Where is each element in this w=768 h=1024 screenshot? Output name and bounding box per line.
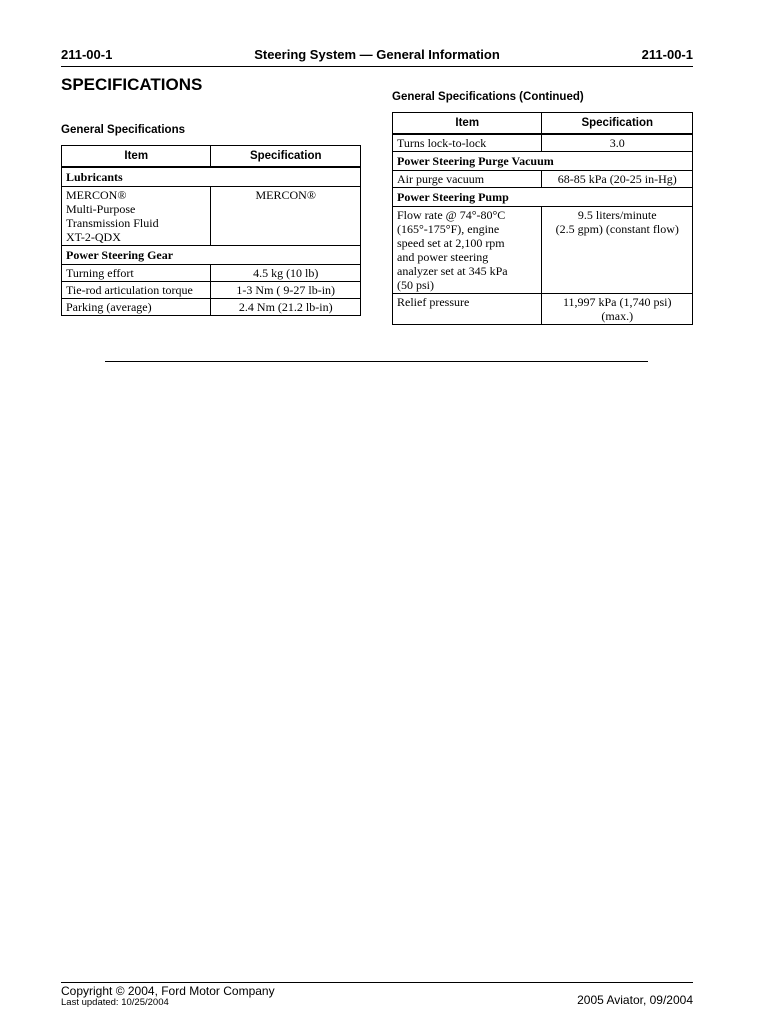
table-row [62, 265, 361, 282]
item-line: Turns lock-to-lock [397, 136, 487, 150]
edition-label: 2005 Aviator, 09/2004 [577, 993, 693, 1007]
spec-cell [542, 207, 693, 294]
item-cell [62, 265, 211, 282]
item-line: MERCON® [66, 188, 127, 202]
section-number-left: 211-00-1 [61, 47, 113, 62]
section-divider [105, 361, 648, 362]
section-row [62, 246, 361, 265]
spec-line: (2.5 gpm) (constant flow) [555, 222, 679, 236]
item-column-header: Item [62, 146, 211, 168]
item-cell [393, 207, 542, 294]
general-specifications-continued-title: General Specifications (Continued) [392, 91, 584, 103]
section-power-steering-gear: Power Steering Gear [62, 246, 361, 265]
item-line: XT-2-QDX [66, 230, 121, 244]
section-number-right: 211-00-1 [641, 47, 693, 62]
item-line: Parking (average) [66, 300, 152, 314]
page-header [61, 46, 693, 67]
item-line: analyzer set at 345 kPa [397, 264, 508, 278]
spec-cell [542, 134, 693, 152]
spec-line: 68-85 kPa (20-25 in-Hg) [557, 172, 677, 186]
spec-cell [211, 299, 361, 316]
item-line: and power steering [397, 250, 489, 264]
table-row [62, 282, 361, 299]
spec-line: 1-3 Nm ( 9-27 lb-in) [236, 283, 336, 297]
item-line: speed set at 2,100 rpm [397, 236, 505, 250]
item-column-header: Item [393, 113, 542, 135]
spec-cell [211, 265, 361, 282]
item-line: Relief pressure [397, 295, 470, 309]
spec-line: 11,997 kPa (1,740 psi) [562, 295, 672, 309]
general-specifications-continued-table [392, 112, 693, 325]
item-cell [393, 294, 542, 325]
table-row [62, 299, 361, 316]
item-cell [393, 134, 542, 152]
item-line: Turning effort [66, 266, 134, 280]
last-updated: Last updated: 10/25/2004 [61, 997, 169, 1008]
footer-rule [61, 982, 693, 983]
spec-line: 4.5 kg (10 lb) [253, 266, 319, 280]
table-header-row [62, 146, 361, 168]
section-row [393, 152, 693, 171]
spec-cell [211, 282, 361, 299]
item-line: Tie-rod articulation torque [66, 283, 193, 297]
general-specifications-title: General Specifications [61, 124, 185, 136]
table-header-row [393, 113, 693, 135]
section-power-steering-pump: Power Steering Pump [393, 188, 693, 207]
section-title: Steering System — General Information [254, 47, 500, 62]
item-line: (50 psi) [397, 278, 434, 292]
table-row [393, 207, 693, 294]
item-cell [62, 187, 211, 246]
specification-column-header: Specification [542, 113, 693, 135]
spec-cell [211, 187, 361, 246]
section-lubricants: Lubricants [62, 167, 361, 187]
table-row [393, 134, 693, 152]
table-row [393, 294, 693, 325]
item-line: Multi-Purpose [66, 202, 136, 216]
spec-line: (max.) [601, 309, 634, 323]
spec-line: MERCON® [255, 188, 316, 202]
spec-line: 9.5 liters/minute [577, 208, 657, 222]
item-line: (165°-175°F), engine [397, 222, 500, 236]
item-line: Flow rate @ 74°-80°C [397, 208, 506, 222]
copyright-notice: Copyright © 2004, Ford Motor Company [61, 984, 275, 998]
spec-cell [542, 294, 693, 325]
section-row [62, 167, 361, 187]
item-line: Transmission Fluid [66, 216, 159, 230]
spec-line: 2.4 Nm (21.2 lb-in) [238, 300, 333, 314]
item-cell [62, 299, 211, 316]
table-row [62, 187, 361, 246]
section-purge-vacuum: Power Steering Purge Vacuum [393, 152, 693, 171]
item-cell [62, 282, 211, 299]
item-line: Air purge vacuum [397, 172, 485, 186]
section-row [393, 188, 693, 207]
table-row [393, 171, 693, 188]
general-specifications-table [61, 145, 361, 316]
item-cell [393, 171, 542, 188]
spec-cell [542, 171, 693, 188]
specification-column-header: Specification [211, 146, 361, 168]
spec-line: 3.0 [609, 136, 625, 150]
page-title: SPECIFICATIONS [61, 75, 203, 94]
